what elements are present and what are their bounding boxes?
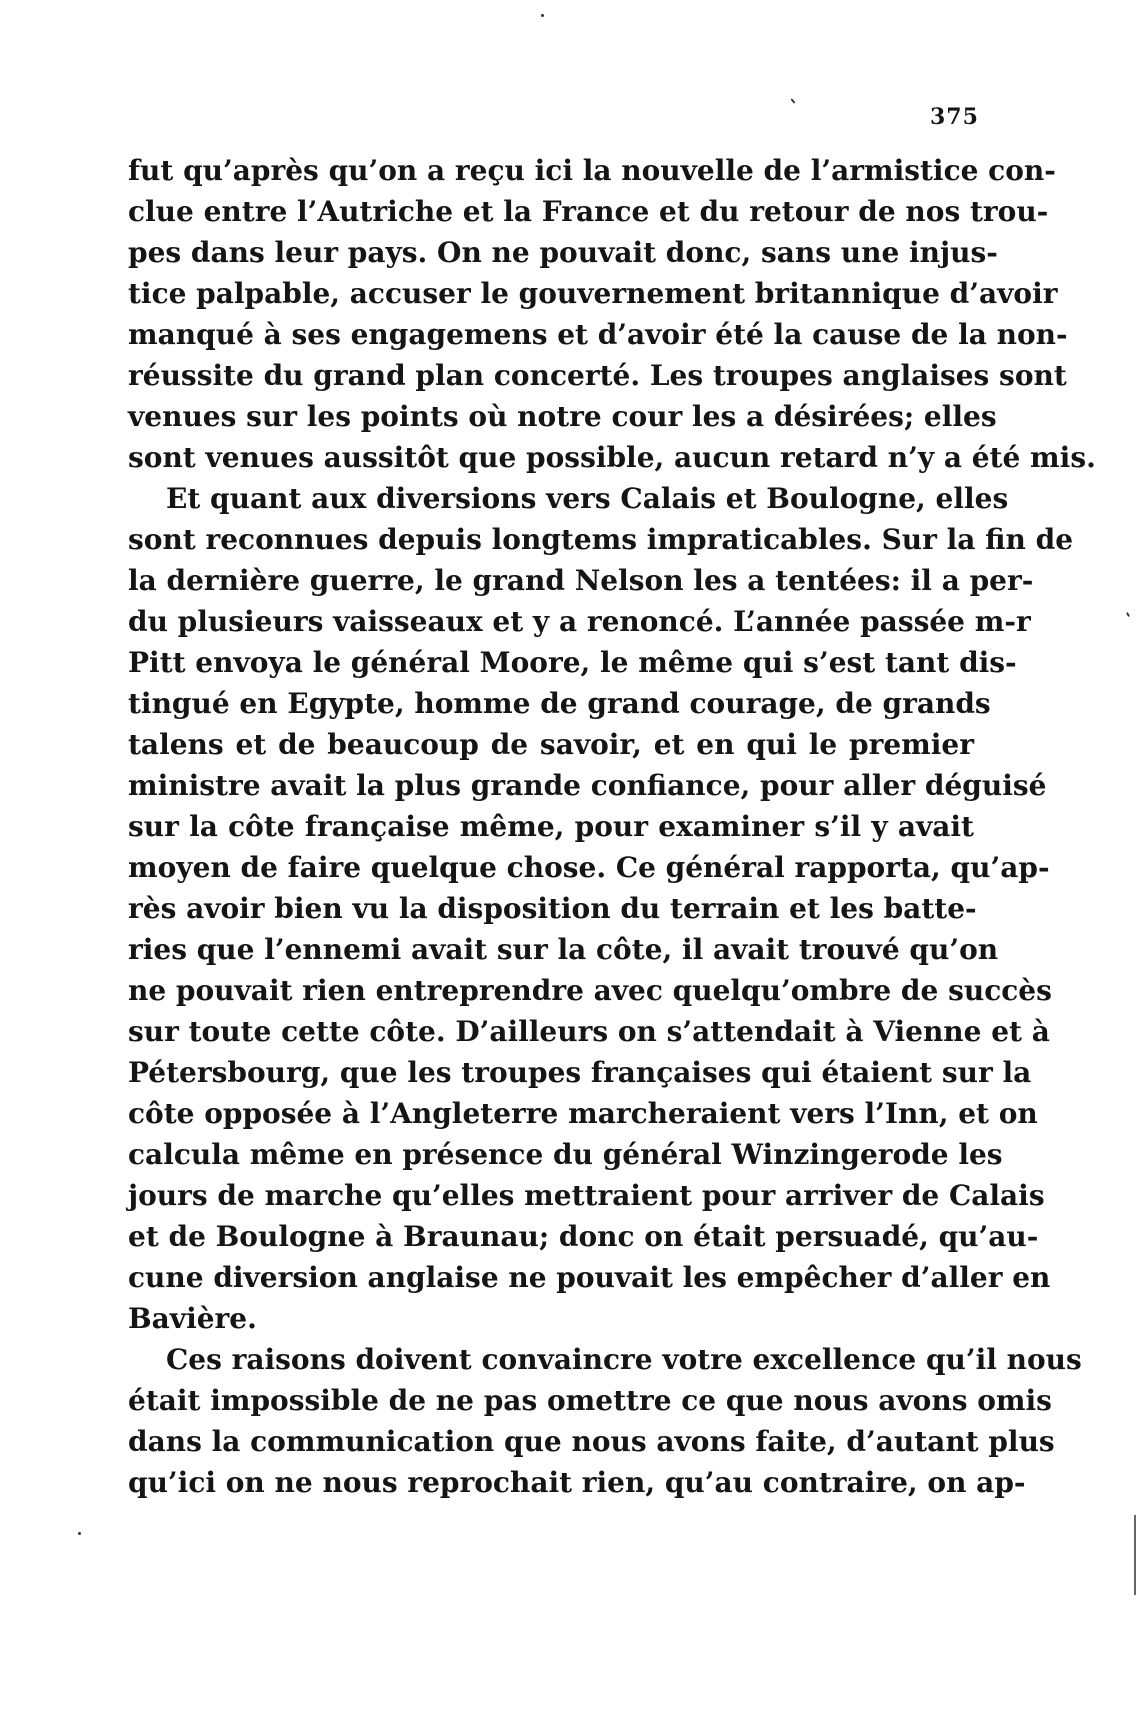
paragraph xyxy=(128,478,1074,1339)
text-line: la dernière guerre, le grand Nelson les a tentées: il a per- xyxy=(128,564,1034,597)
text-line: et de Boulogne à Braunau; donc on était persuadé, qu’au- xyxy=(128,1220,1039,1253)
paragraph xyxy=(128,150,1096,478)
text-line: tice palpable, accuser le gouvernement britannique d’avoir xyxy=(128,277,1058,310)
text-line: tingué en Egypte, homme de grand courage, de grands xyxy=(128,687,991,720)
text-line: du plusieurs vaisseaux et y a renoncé. L’année passée m-r xyxy=(128,605,1031,638)
text-line: calcula même en présence du général Winzingerode les xyxy=(128,1138,1003,1171)
scan-speck xyxy=(1126,612,1130,617)
text-line: moyen de faire quelque chose. Ce général rapporta, qu’ap- xyxy=(128,851,1050,884)
text-line: dans la communication que nous avons faite, d’autant plus xyxy=(128,1425,1055,1458)
text-line: Pitt envoya le général Moore, le même qui s’est tant dis- xyxy=(128,646,1017,679)
text-line: ministre avait la plus grande confiance, pour aller déguisé xyxy=(128,769,1047,802)
text-line: fut qu’après qu’on a reçu ici la nouvelle de l’armistice con- xyxy=(128,154,1056,187)
text-line: venues sur les points où notre cour les a désirées; elles xyxy=(128,400,997,433)
text-line: côte opposée à l’Angleterre marcheraient vers l’Inn, et on xyxy=(128,1097,1038,1130)
text-line: manqué à ses engagemens et d’avoir été la cause de la non- xyxy=(128,318,1068,351)
text-line: ne pouvait rien entreprendre avec quelqu’ombre de succès xyxy=(128,974,1052,1007)
text-line: sur toute cette côte. D’ailleurs on s’attendait à Vienne et à xyxy=(128,1015,1050,1048)
page-number: 375 xyxy=(930,104,979,130)
body-text xyxy=(128,150,1096,1503)
scan-speck xyxy=(78,1532,81,1535)
paragraph xyxy=(128,1339,1082,1503)
text-line: clue entre l’Autriche et la France et du retour de nos trou- xyxy=(128,195,1049,228)
text-line: Bavière. xyxy=(128,1302,257,1335)
text-line: Et quant aux diversions vers Calais et Boulogne, elles xyxy=(166,482,1009,515)
text-line: pes dans leur pays. On ne pouvait donc, sans une injus- xyxy=(128,236,998,269)
text-line: ries que l’ennemi avait sur la côte, il avait trouvé qu’on xyxy=(128,933,999,966)
text-line: jours de marche qu’elles mettraient pour arriver de Calais xyxy=(128,1179,1045,1212)
text-line: sur la côte française même, pour examiner s’il y avait xyxy=(128,810,974,843)
scan-speck xyxy=(541,14,544,17)
text-line: talens et de beaucoup de savoir, et en qui le premier xyxy=(128,728,974,761)
text-line: sont reconnues depuis longtems impraticables. Sur la fin de xyxy=(128,523,1074,556)
text-line: cune diversion anglaise ne pouvait les empêcher d’aller en xyxy=(128,1261,1051,1294)
text-line: sont venues aussitôt que possible, aucun retard n’y a été mis. xyxy=(128,441,1096,474)
text-line: rès avoir bien vu la disposition du terrain et les batte- xyxy=(128,892,977,925)
scan-edge-mark xyxy=(1134,1515,1136,1595)
text-line: réussite du grand plan concerté. Les troupes anglaises sont xyxy=(128,359,1067,392)
text-line: était impossible de ne pas omettre ce que nous avons omis xyxy=(128,1384,1052,1417)
scan-speck xyxy=(790,98,795,104)
text-line: Pétersbourg, que les troupes françaises qui étaient sur la xyxy=(128,1056,1032,1089)
text-line: Ces raisons doivent convaincre votre excellence qu’il nous xyxy=(166,1343,1082,1376)
text-line: qu’ici on ne nous reprochait rien, qu’au contraire, on ap- xyxy=(128,1466,1026,1499)
